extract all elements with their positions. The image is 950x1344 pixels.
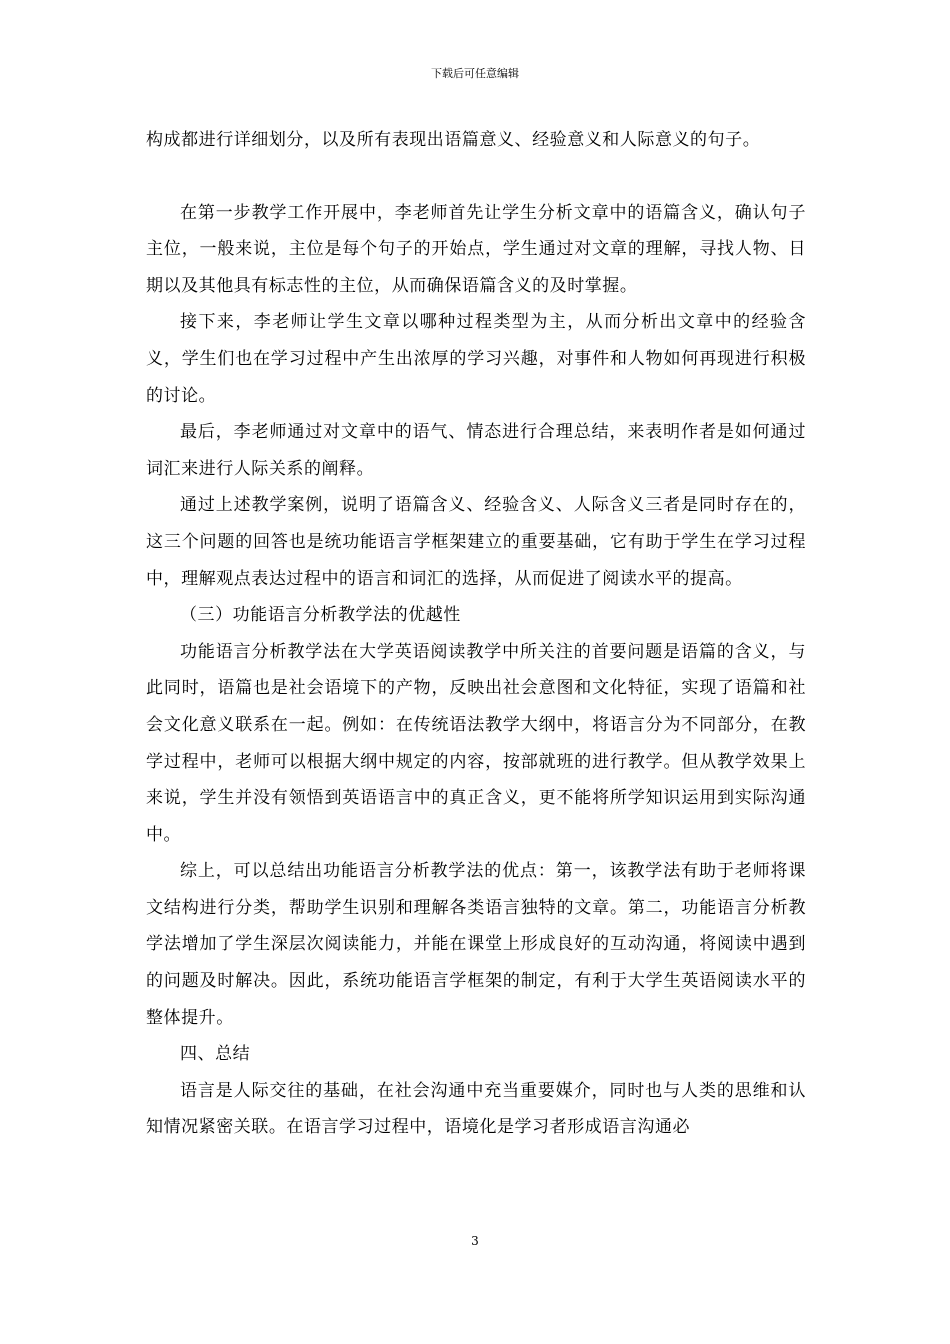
paragraph-step-two: 接下来，李老师让学生文章以哪种过程类型为主，从而分析出文章中的经验含义，学生们也在学习过程中产生出浓厚的学习兴趣，对事件和人物如何再现进行积极的讨论。	[146, 312, 806, 406]
section-heading-advantages: （三）功能语言分析教学法的优越性	[180, 605, 461, 626]
section-heading-summary: 四、总结	[180, 1044, 251, 1065]
page-header-note: 下载后可任意编辑	[431, 67, 519, 80]
paragraph-step-three: 最后，李老师通过对文章中的语气、情态进行合理总结，来表明作者是如何通过词汇来进行人际关系的阐释。	[146, 422, 806, 479]
paragraph-continuation: 构成都进行详细划分，以及所有表现出语篇意义、经验意义和人际意义的句子。	[146, 130, 761, 150]
page-number: 3	[471, 1234, 479, 1248]
paragraph-case-summary: 通过上述教学案例，说明了语篇含义、经验含义、人际含义三者是同时存在的，这三个问题的回答也是统功能语言学框架建立的重要基础，它有助于学生在学习过程中，理解观点表达过程中的语言和词汇的选择，从而促进了阅读水平的提高。	[146, 495, 806, 589]
paragraph-conclusion-advantages: 综上，可以总结出功能语言分析教学法的优点：第一，该教学法有助于老师将课文结构进行分类，帮助学生识别和理解各类语言独特的文章。第二，功能语言分析教学法增加了学生深层次阅读能力，并能在课堂上形成良好的互动沟通，将阅读中遇到的问题及时解决。因此，系统功能语言学框架的制定，有利于大学生英语阅读水平的整体提升。	[146, 861, 806, 1028]
paragraph-step-one: 在第一步教学工作开展中，李老师首先让学生分析文章中的语篇含义，确认句子主位，一般来说，主位是每个句子的开始点，学生通过对文章的理解，寻找人物、日期以及其他具有标志性的主位，从而确保语篇含义的及时掌握。	[146, 202, 806, 296]
paragraph-summary: 语言是人际交往的基础，在社会沟通中充当重要媒介，同时也与人类的思维和认知情况紧密关联。在语言学习过程中，语境化是学习者形成语言沟通必	[146, 1080, 806, 1138]
paragraph-advantages: 功能语言分析教学法在大学英语阅读教学中所关注的首要问题是语篇的含义，与此同时，语篇也是社会语境下的产物，反映出社会意图和文化特征，实现了语篇和社会文化意义联系在一起。例如：在传统语法教学大纲中，将语言分为不同部分，在教学过程中，老师可以根据大纲中规定的内容，按部就班的进行教学。但从教学效果上来说，学生并没有领悟到英语语言中的真正含义，更不能将所学知识运用到实际沟通中。	[146, 641, 806, 845]
document-body	[146, 122, 806, 1146]
